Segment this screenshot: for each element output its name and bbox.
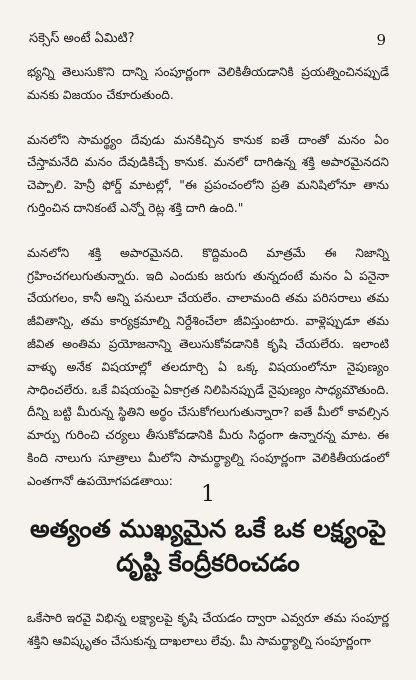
- paragraph: ఒకేసారి ఇరవై విభిన్న లక్ష్యాలపై కృషి చేయడం ద్వారా ఎవ్వరూ తమ సంపూర్ణ శక్తిని ఆవిష్కృతం చేసుకున్న దాఖలాలు లేవు. మీ సామర్థ్యాల్ని సంపూర్ణంగా: [27, 611, 389, 648]
- section-title: అత్యంత ముఖ్యమైన ఒకే ఒక లక్ష్యంపై దృష్టి కేంద్రీకరించడం: [30, 514, 386, 577]
- page-number: 9: [376, 31, 386, 49]
- running-header: [29, 30, 386, 50]
- running-title: సక్సెస్ అంటే ఏమిటి?: [29, 31, 135, 46]
- paragraph: భ్యన్ని తెలుసుకొని దాన్ని సంపూర్ణంగా వెలికితీయడానికి ప్రయత్నించినప్పుడే మనకు విజయం చేకూరుతుంది.: [27, 65, 389, 102]
- paragraph: మనలోని శక్తి అపారమైనది. కొద్దిమంది మాత్రమే ఈ నిజాన్ని గ్రహించగలుగుతున్నారు. ఇది ఎందుకు జరుగు తున్నదంటే మనం ఏ పనైనా చేయగలం, కానీ అన్ని పనులూ చేయలేం. చాలామంది తమ పరిసరాలు తమ జీవితాన్ని, తమ కార్యక్రమాల్ని నిర్దేశించేలా జీవిస్తుంటారు. వాళ్లెప్పుడూ తమ జీవిత అంతిమ ప్రయోజనాన్ని తెలుసుకోవడానికి కృషి చేయలేరు. ఇలాంటి వాళ్ళు అనేక విషయాల్లో తలదూర్చి ఏ ఒక్క విషయంలోనూ నైపుణ్యం సాధించలేరు. ఒకే విషయంపై ఏకాగ్రత నిలిపినప్పుడే నైపుణ్యం సాధ్యమౌతుంది. దీన్ని బట్టి మీరున్న స్థితిని అర్థం చేసుకోగలుగుతున్నారా? ఐతే మీలో కావల్సిన మార్పు గురించి చర్యలు తీసుకోవడానికి మీరు సిద్ధంగా ఉన్నారన్న మాట. ఈ కింది నాలుగు సూత్రాలు మీలోని సామర్థ్యాల్ని సంపూర్ణంగా వెలికితీయడంలో ఎంతగానో ఉపయోగపడతాయి:: [27, 245, 389, 488]
- section-number: 1: [201, 482, 215, 507]
- body-text: [27, 61, 389, 515]
- paragraph: మనలోని సామర్థ్యం దేవుడు మనకిచ్చిన కానుక ఐతే దాంతో మనం ఏం చేస్తామనేది మనం దేవుడికిచ్చే కానుక. మనలో దాగిఉన్న శక్తి అపారమైనదని చెప్పాలి. హెన్రీ ఫోర్డ్ మాటల్లో, "ఈ ప్రపంచంలోని ప్రతి మనిషిలోనూ తాను గుర్తించిన దానికంటే ఎన్నో రెట్ల శక్తి దాగి ఉంది.": [27, 132, 389, 215]
